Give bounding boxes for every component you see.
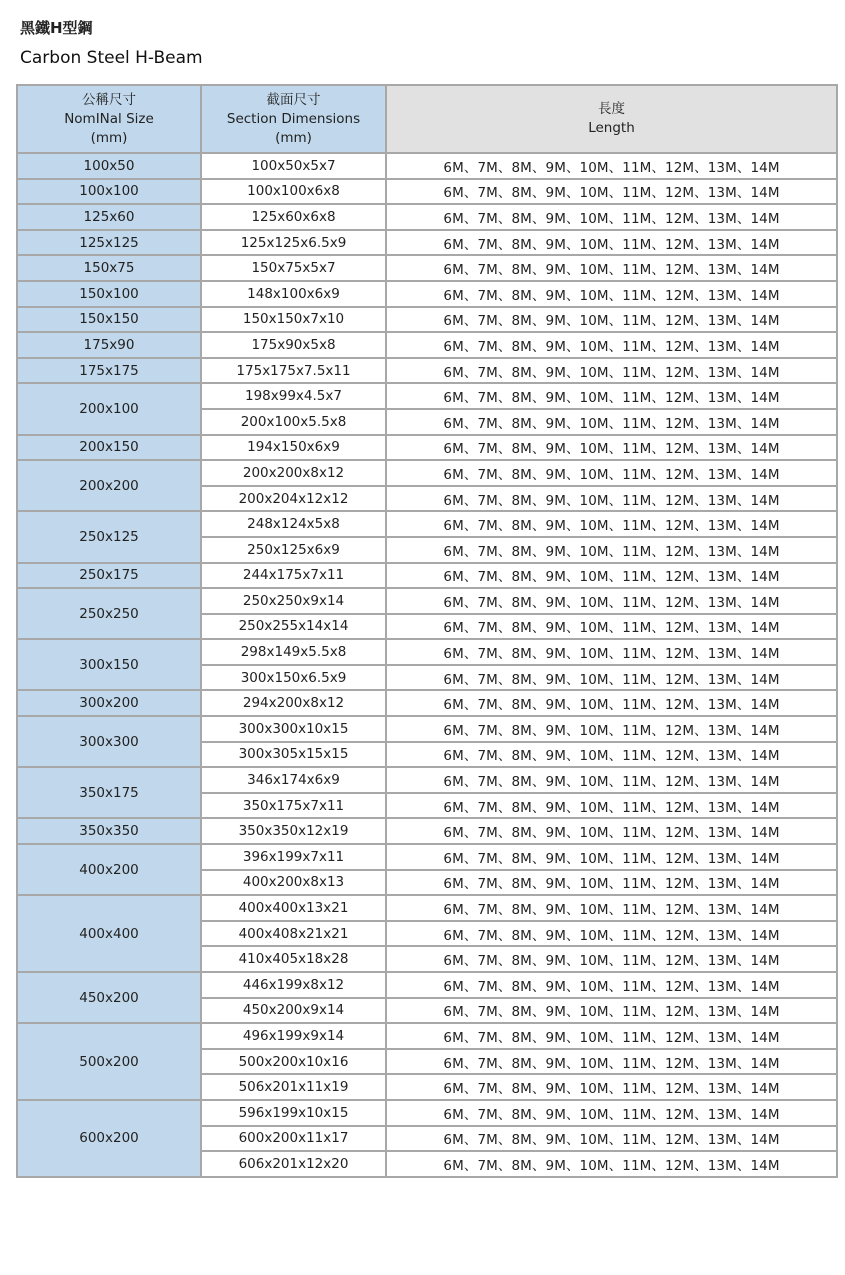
table-row <box>17 844 837 870</box>
section-dimensions-cell: 298x149x5.5x8 <box>201 639 386 665</box>
length-options-cell: 6M、7M、8M、9M、10M、11M、12M、13M、14M <box>386 435 837 461</box>
nominal-size-cell: 350x350 <box>17 818 201 844</box>
nominal-size-cell: 200x200 <box>17 460 201 511</box>
section-dimensions-cell: 600x200x11x17 <box>201 1126 386 1152</box>
section-dimensions-cell: 100x100x6x8 <box>201 179 386 205</box>
nominal-size-cell: 250x250 <box>17 588 201 639</box>
section-dimensions-cell: 400x408x21x21 <box>201 921 386 947</box>
length-options-cell: 6M、7M、8M、9M、10M、11M、12M、13M、14M <box>386 1074 837 1100</box>
table-row <box>17 588 837 614</box>
nominal-size-cell: 200x150 <box>17 435 201 461</box>
nominal-size-cell: 450x200 <box>17 972 201 1023</box>
table-row <box>17 460 837 486</box>
length-options-cell: 6M、7M、8M、9M、10M、11M、12M、13M、14M <box>386 281 837 307</box>
length-options-cell: 6M、7M、8M、9M、10M、11M、12M、13M、14M <box>386 358 837 384</box>
nominal-size-cell: 600x200 <box>17 1100 201 1177</box>
table-row <box>17 204 837 230</box>
section-dimensions-cell: 410x405x18x28 <box>201 946 386 972</box>
section-dimensions-cell: 200x204x12x12 <box>201 486 386 512</box>
section-dimensions-cell: 496x199x9x14 <box>201 1023 386 1049</box>
table-row <box>17 153 837 179</box>
nominal-size-cell: 400x200 <box>17 844 201 895</box>
nominal-size-cell: 150x75 <box>17 255 201 281</box>
header-length-zh: 長度 <box>598 101 625 117</box>
length-options-cell: 6M、7M、8M、9M、10M、11M、12M、13M、14M <box>386 486 837 512</box>
table-row <box>17 383 837 409</box>
nominal-size-cell: 100x100 <box>17 179 201 205</box>
length-options-cell: 6M、7M、8M、9M、10M、11M、12M、13M、14M <box>386 383 837 409</box>
table-row <box>17 511 837 537</box>
nominal-size-cell: 350x175 <box>17 767 201 818</box>
table-row <box>17 1023 837 1049</box>
section-dimensions-cell: 606x201x12x20 <box>201 1151 386 1177</box>
header-section-zh: 截面尺寸 <box>266 91 321 108</box>
length-options-cell: 6M、7M、8M、9M、10M、11M、12M、13M、14M <box>386 946 837 972</box>
table-row <box>17 230 837 256</box>
nominal-size-cell: 500x200 <box>17 1023 201 1100</box>
length-options-cell: 6M、7M、8M、9M、10M、11M、12M、13M、14M <box>386 1151 837 1177</box>
table-row <box>17 972 837 998</box>
length-options-cell: 6M、7M、8M、9M、10M、11M、12M、13M、14M <box>386 716 837 742</box>
table-row <box>17 639 837 665</box>
header-nominal-zh: 公稱尺寸 <box>82 91 136 108</box>
length-options-cell: 6M、7M、8M、9M、10M、11M、12M、13M、14M <box>386 153 837 179</box>
section-dimensions-cell: 500x200x10x16 <box>201 1049 386 1075</box>
header-section-unit: (mm) <box>275 129 312 146</box>
header-length-en: Length <box>588 120 635 136</box>
length-options-cell: 6M、7M、8M、9M、10M、11M、12M、13M、14M <box>386 1023 837 1049</box>
length-options-cell: 6M、7M、8M、9M、10M、11M、12M、13M、14M <box>386 1126 837 1152</box>
length-options-cell: 6M、7M、8M、9M、10M、11M、12M、13M、14M <box>386 588 837 614</box>
table-row <box>17 435 837 461</box>
length-options-cell: 6M、7M、8M、9M、10M、11M、12M、13M、14M <box>386 409 837 435</box>
section-dimensions-cell: 596x199x10x15 <box>201 1100 386 1126</box>
section-dimensions-cell: 200x100x5.5x8 <box>201 409 386 435</box>
table-row <box>17 895 837 921</box>
nominal-size-cell: 300x200 <box>17 690 201 716</box>
header-nominal-en: NomINal Size <box>64 110 154 127</box>
nominal-size-cell: 100x50 <box>17 153 201 179</box>
section-dimensions-cell: 400x200x8x13 <box>201 870 386 896</box>
page-title-english: Carbon Steel H-Beam <box>20 48 203 68</box>
section-dimensions-cell: 244x175x7x11 <box>201 563 386 589</box>
h-beam-spec-table <box>16 84 838 1178</box>
length-options-cell: 6M、7M、8M、9M、10M、11M、12M、13M、14M <box>386 511 837 537</box>
section-dimensions-cell: 400x400x13x21 <box>201 895 386 921</box>
length-options-cell: 6M、7M、8M、9M、10M、11M、12M、13M、14M <box>386 793 837 819</box>
nominal-size-cell: 125x60 <box>17 204 201 230</box>
section-dimensions-cell: 300x300x10x15 <box>201 716 386 742</box>
section-dimensions-cell: 250x125x6x9 <box>201 537 386 563</box>
section-dimensions-cell: 125x60x6x8 <box>201 204 386 230</box>
section-dimensions-cell: 350x350x12x19 <box>201 818 386 844</box>
length-options-cell: 6M、7M、8M、9M、10M、11M、12M、13M、14M <box>386 332 837 358</box>
section-dimensions-cell: 300x305x15x15 <box>201 742 386 768</box>
table-body <box>17 153 837 1177</box>
nominal-size-cell: 300x150 <box>17 639 201 690</box>
section-dimensions-cell: 506x201x11x19 <box>201 1074 386 1100</box>
nominal-size-cell: 150x100 <box>17 281 201 307</box>
length-options-cell: 6M、7M、8M、9M、10M、11M、12M、13M、14M <box>386 895 837 921</box>
section-dimensions-cell: 175x175x7.5x11 <box>201 358 386 384</box>
length-options-cell: 6M、7M、8M、9M、10M、11M、12M、13M、14M <box>386 255 837 281</box>
section-dimensions-cell: 248x124x5x8 <box>201 511 386 537</box>
section-dimensions-cell: 175x90x5x8 <box>201 332 386 358</box>
nominal-size-cell: 250x125 <box>17 511 201 562</box>
table-header-row <box>17 85 837 153</box>
header-section-dimensions <box>201 85 386 153</box>
length-options-cell: 6M、7M、8M、9M、10M、11M、12M、13M、14M <box>386 1049 837 1075</box>
length-options-cell: 6M、7M、8M、9M、10M、11M、12M、13M、14M <box>386 921 837 947</box>
section-dimensions-cell: 450x200x9x14 <box>201 998 386 1024</box>
nominal-size-cell: 250x175 <box>17 563 201 589</box>
length-options-cell: 6M、7M、8M、9M、10M、11M、12M、13M、14M <box>386 614 837 640</box>
header-nominal-size <box>17 85 201 153</box>
table-row <box>17 179 837 205</box>
section-dimensions-cell: 200x200x8x12 <box>201 460 386 486</box>
header-length <box>386 85 837 153</box>
table-row <box>17 563 837 589</box>
length-options-cell: 6M、7M、8M、9M、10M、11M、12M、13M、14M <box>386 307 837 333</box>
length-options-cell: 6M、7M、8M、9M、10M、11M、12M、13M、14M <box>386 818 837 844</box>
section-dimensions-cell: 125x125x6.5x9 <box>201 230 386 256</box>
table-row <box>17 690 837 716</box>
nominal-size-cell: 175x175 <box>17 358 201 384</box>
nominal-size-cell: 150x150 <box>17 307 201 333</box>
length-options-cell: 6M、7M、8M、9M、10M、11M、12M、13M、14M <box>386 690 837 716</box>
header-section-en: Section Dimensions <box>226 110 361 127</box>
header-nominal-unit: (mm) <box>90 129 128 146</box>
section-dimensions-cell: 250x255x14x14 <box>201 614 386 640</box>
nominal-size-cell: 300x300 <box>17 716 201 767</box>
table-row <box>17 332 837 358</box>
length-options-cell: 6M、7M、8M、9M、10M、11M、12M、13M、14M <box>386 204 837 230</box>
section-dimensions-cell: 294x200x8x12 <box>201 690 386 716</box>
table-row <box>17 358 837 384</box>
table-row <box>17 255 837 281</box>
section-dimensions-cell: 446x199x8x12 <box>201 972 386 998</box>
length-options-cell: 6M、7M、8M、9M、10M、11M、12M、13M、14M <box>386 767 837 793</box>
table-row <box>17 767 837 793</box>
nominal-size-cell: 200x100 <box>17 383 201 434</box>
nominal-size-cell: 400x400 <box>17 895 201 972</box>
length-options-cell: 6M、7M、8M、9M、10M、11M、12M、13M、14M <box>386 870 837 896</box>
section-dimensions-cell: 150x75x5x7 <box>201 255 386 281</box>
length-options-cell: 6M、7M、8M、9M、10M、11M、12M、13M、14M <box>386 230 837 256</box>
length-options-cell: 6M、7M、8M、9M、10M、11M、12M、13M、14M <box>386 639 837 665</box>
length-options-cell: 6M、7M、8M、9M、10M、11M、12M、13M、14M <box>386 1100 837 1126</box>
section-dimensions-cell: 346x174x6x9 <box>201 767 386 793</box>
section-dimensions-cell: 250x250x9x14 <box>201 588 386 614</box>
section-dimensions-cell: 150x150x7x10 <box>201 307 386 333</box>
length-options-cell: 6M、7M、8M、9M、10M、11M、12M、13M、14M <box>386 742 837 768</box>
length-options-cell: 6M、7M、8M、9M、10M、11M、12M、13M、14M <box>386 460 837 486</box>
section-dimensions-cell: 148x100x6x9 <box>201 281 386 307</box>
table-row <box>17 1100 837 1126</box>
table-row <box>17 281 837 307</box>
section-dimensions-cell: 194x150x6x9 <box>201 435 386 461</box>
length-options-cell: 6M、7M、8M、9M、10M、11M、12M、13M、14M <box>386 665 837 691</box>
section-dimensions-cell: 350x175x7x11 <box>201 793 386 819</box>
section-dimensions-cell: 300x150x6.5x9 <box>201 665 386 691</box>
length-options-cell: 6M、7M、8M、9M、10M、11M、12M、13M、14M <box>386 998 837 1024</box>
length-options-cell: 6M、7M、8M、9M、10M、11M、12M、13M、14M <box>386 537 837 563</box>
length-options-cell: 6M、7M、8M、9M、10M、11M、12M、13M、14M <box>386 844 837 870</box>
table-row <box>17 307 837 333</box>
nominal-size-cell: 175x90 <box>17 332 201 358</box>
length-options-cell: 6M、7M、8M、9M、10M、11M、12M、13M、14M <box>386 972 837 998</box>
length-options-cell: 6M、7M、8M、9M、10M、11M、12M、13M、14M <box>386 563 837 589</box>
section-dimensions-cell: 100x50x5x7 <box>201 153 386 179</box>
length-options-cell: 6M、7M、8M、9M、10M、11M、12M、13M、14M <box>386 179 837 205</box>
page-title-chinese: 黑鐵H型鋼 <box>20 19 93 37</box>
section-dimensions-cell: 198x99x4.5x7 <box>201 383 386 409</box>
table-row <box>17 716 837 742</box>
nominal-size-cell: 125x125 <box>17 230 201 256</box>
section-dimensions-cell: 396x199x7x11 <box>201 844 386 870</box>
table-row <box>17 818 837 844</box>
